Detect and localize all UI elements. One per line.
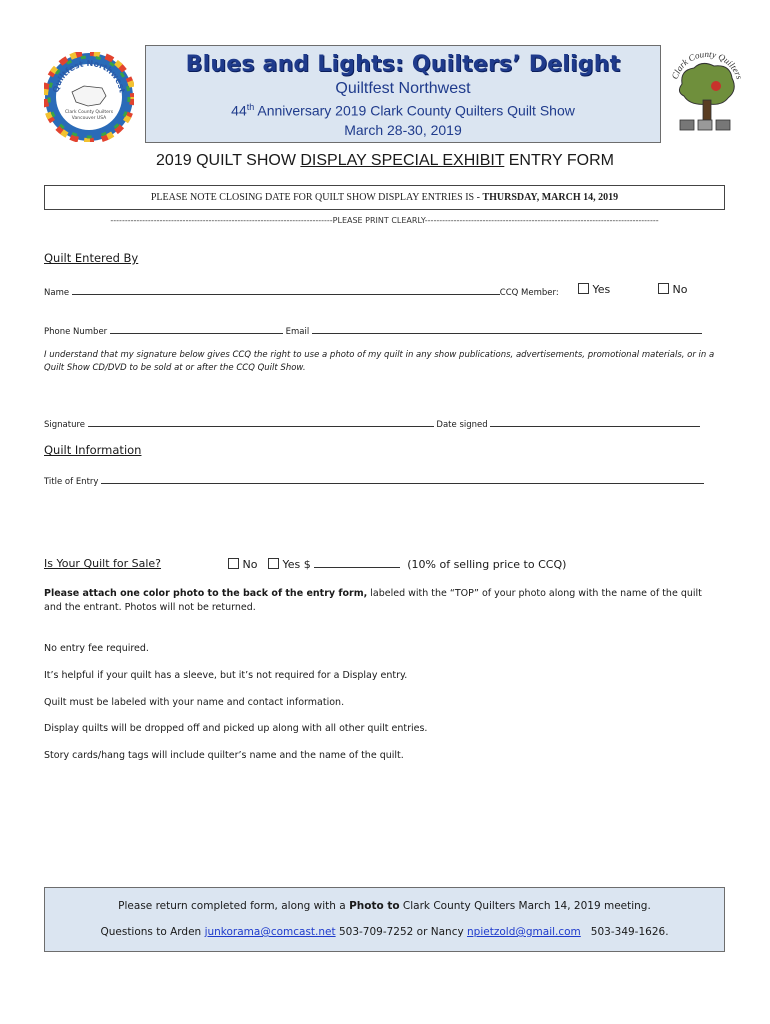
instruction-item: It’s helpful if your quilt has a sleeve, but it’s not required for a Display entry.	[44, 670, 408, 681]
for-sale-no-checkbox[interactable]	[228, 558, 239, 569]
date-signed-label: Date signed	[436, 420, 488, 430]
for-sale-options	[228, 557, 566, 571]
return-instructions-box	[44, 887, 725, 952]
clark-county-quilters-logo	[668, 48, 746, 136]
date-signed-field[interactable]	[490, 417, 700, 427]
sale-commission-note: (10% of selling price to CCQ)	[407, 558, 567, 571]
ccq-yes-option[interactable]: Yes	[578, 283, 610, 296]
title-of-entry-label: Title of Entry	[44, 477, 99, 487]
form-title: 2019 QUILT SHOW DISPLAY SPECIAL EXHIBIT ENTRY FORM	[156, 152, 614, 169]
closing-date-notice: PLEASE NOTE CLOSING DATE FOR QUILT SHOW DISPLAY ENTRIES IS - THURSDAY, MARCH 14, 2019	[44, 185, 725, 210]
for-sale-no-label: No	[242, 558, 258, 571]
signature-row	[44, 417, 700, 430]
event-header	[145, 45, 661, 143]
logo-line1: Clark County Quilters	[64, 110, 114, 115]
phone-label: Phone Number	[44, 327, 108, 337]
quilt-entered-by-heading: Quilt Entered By	[44, 251, 139, 265]
name-row	[44, 285, 559, 298]
instruction-item: Story cards/hang tags will include quilter’s name and the name of the quilt.	[44, 750, 404, 761]
logo-line2: Vancouver USA	[71, 116, 107, 121]
event-subtitle: Quiltfest Northwest	[335, 80, 471, 97]
photo-instructions: Please attach one color photo to the back of the entry form, labeled with the “TOP” of your photo along with the name of the quilt and the entrant. Photos will not be returned.	[44, 588, 702, 613]
print-clearly-divider: -----------------------------------------------------------------------------PLEASE PRINT CLEARLY---------------------------------------------------------------------------------	[110, 216, 659, 225]
quiltfest-logo	[44, 52, 134, 142]
name-field[interactable]	[72, 285, 500, 295]
ccq-no-option[interactable]: No	[658, 283, 687, 296]
anniversary-line: 44th Anniversary 2019 Clark County Quilters Quilt Show	[231, 102, 575, 119]
title-of-entry-field[interactable]	[101, 474, 704, 484]
instruction-item: No entry fee required.	[44, 643, 149, 654]
for-sale-question: Is Your Quilt for Sale?	[44, 557, 162, 570]
ccq-no-checkbox[interactable]	[658, 283, 669, 294]
name-label: Name	[44, 288, 70, 298]
sale-price-field[interactable]	[314, 557, 400, 568]
instruction-item: Quilt must be labeled with your name and contact information.	[44, 697, 345, 708]
arden-email-link[interactable]: junkorama@comcast.net	[204, 926, 336, 938]
event-title: Blues and Lights: Quilters’ Delight	[185, 52, 621, 77]
for-sale-yes-checkbox[interactable]	[268, 558, 279, 569]
signature-label: Signature	[44, 420, 86, 430]
ccq-yes-checkbox[interactable]	[578, 283, 589, 294]
signature-field[interactable]	[88, 417, 434, 427]
ccq-member-label: CCQ Member:	[499, 288, 559, 298]
logo-arc-text: Quiltfest Northwest	[51, 58, 127, 94]
title-of-entry-row	[44, 474, 704, 487]
phone-email-row	[44, 324, 702, 337]
for-sale-yes-label: Yes $	[282, 558, 311, 571]
quilt-information-heading: Quilt Information	[44, 443, 142, 457]
questions-line: Questions to Arden junkorama@comcast.net 503-709-7252 or Nancy npietzold@gmail.com 503-349-1626.	[100, 926, 669, 938]
right-logo-arc-text: Clark County Quilters	[669, 48, 745, 81]
phone-field[interactable]	[110, 324, 283, 334]
email-field[interactable]	[312, 324, 702, 334]
email-label: Email	[285, 327, 310, 337]
show-dates: March 28-30, 2019	[344, 121, 462, 138]
instruction-item: Display quilts will be dropped off and picked up along with all other quilt entries.	[44, 723, 428, 734]
photo-consent-text: I understand that my signature below gives CCQ the right to use a photo of my quilt in any show publications, advertisements, promotional materials, or in a Quilt Show CD/DVD to be sold at or after the CCQ Quilt Show.	[44, 350, 715, 373]
return-line: Please return completed form, along with a Photo to Clark County Quilters March 14, 2019 meeting.	[118, 900, 651, 912]
nancy-email-link[interactable]: npietzold@gmail.com	[467, 926, 581, 938]
